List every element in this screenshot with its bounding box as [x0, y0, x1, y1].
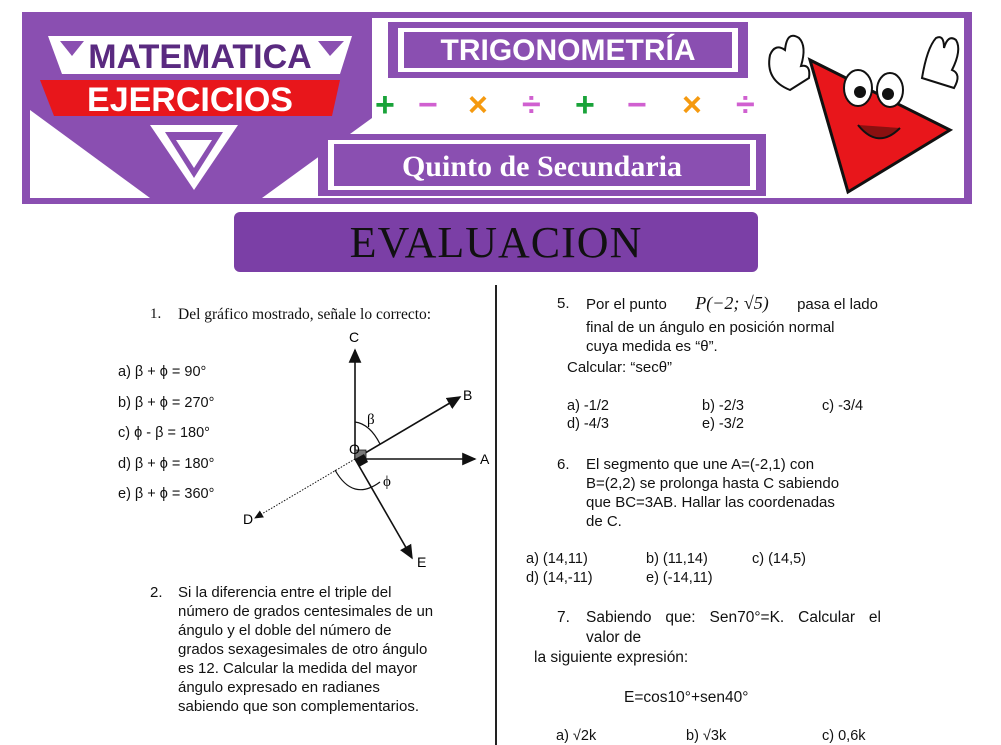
q6-option-e: e) (-14,11) — [646, 570, 713, 586]
q1-option-d: d) β + ϕ = 180° — [118, 456, 215, 472]
label-a: A — [480, 451, 490, 467]
divide-icon: ÷ — [736, 86, 755, 124]
q7-option-a: a) √2k — [556, 728, 597, 744]
title-bar — [234, 212, 758, 272]
subject-title: TRIGONOMETRÍA — [440, 34, 696, 67]
q6-option-b: b) (11,14) — [646, 551, 708, 567]
q6-text: El segmento que une A=(-2,1) con B=(2,2) se prolonga hasta C sabiendo que BC=3AB. Hallar las coordenadas de C. — [586, 456, 840, 530]
q5-line2: final de un ángulo en posición normal — [586, 319, 835, 336]
label-beta: β — [367, 412, 375, 428]
q7-line2: valor de — [586, 629, 642, 646]
label-d: D — [243, 511, 254, 527]
q7-option-b: b) √3k — [686, 728, 727, 744]
q1-option-b: b) β + ϕ = 270° — [118, 395, 215, 411]
plus-icon: + — [575, 86, 595, 124]
label-c: C — [349, 329, 360, 345]
q1-number: 1. — [150, 306, 162, 322]
q7-option-c: c) 0,6k — [822, 728, 866, 744]
q5-point: P(−2; √5) — [695, 293, 769, 313]
q5-option-b: b) -2/3 — [702, 398, 744, 414]
q7-expression: E=cos10°+sen40° — [624, 689, 749, 706]
ray-ob — [355, 397, 460, 459]
q1-text: Del gráfico mostrado, señale lo correcto: — [178, 306, 432, 323]
ray-od — [255, 459, 355, 518]
label-e: E — [417, 554, 427, 570]
q6-option-a: a) (14,11) — [526, 551, 588, 567]
q1-option-c: c) ϕ - β = 180° — [118, 425, 210, 441]
grade-title: Quinto de Secundaria — [401, 150, 683, 183]
q5-number: 5. — [557, 295, 570, 312]
minus-icon: − — [627, 86, 647, 124]
label-b: B — [463, 387, 473, 403]
column-divider — [495, 285, 497, 745]
q5-line3: cuya medida es “θ”. — [586, 338, 718, 355]
logo-line2: EJERCICIOS — [87, 81, 293, 119]
q1-angle-figure — [235, 322, 495, 574]
q6-option-c: c) (14,5) — [752, 551, 806, 567]
divide-icon: ÷ — [522, 86, 541, 124]
q2-text: Si la diferencia entre el triple del número de grados centesimales de un ángulo y el doble del número de grados sexagesimales de otro ángulo es 12. Calcular la medida del mayor ángulo expresado en radianes sabiendo que son complementarios. — [178, 584, 434, 715]
minus-icon: − — [418, 86, 438, 124]
label-phi: ϕ — [383, 474, 391, 490]
q5-option-d: d) -4/3 — [567, 416, 609, 432]
q5-calc: Calcular: “secθ” — [567, 359, 673, 376]
q7-number: 7. — [557, 609, 570, 626]
q5-option-c: c) -3/4 — [822, 398, 864, 414]
q2-number: 2. — [150, 584, 163, 601]
times-icon: × — [468, 86, 488, 124]
q5-option-e: e) -3/2 — [702, 416, 744, 432]
label-o: O — [349, 441, 360, 457]
logo-line1: MATEMATICA — [88, 38, 312, 76]
plus-icon: + — [375, 86, 395, 124]
page-title: EVALUACION — [349, 217, 643, 267]
times-icon: × — [682, 86, 702, 124]
q1-option-e: e) β + ϕ = 360° — [118, 486, 215, 502]
q6-number: 6. — [557, 456, 570, 473]
q7-line1: Sabiendo que: Sen70°=K. Calcular el — [586, 609, 881, 626]
q5-option-a: a) -1/2 — [567, 398, 609, 414]
phi-arc — [335, 470, 380, 490]
header-banner — [0, 0, 1001, 210]
q5-line1: Por el punto P(−2; √5) pasa el lado — [586, 293, 878, 313]
q6-option-d: d) (14,-11) — [526, 570, 593, 586]
q7-line3: la siguiente expresión: — [534, 649, 689, 666]
q1-option-a: a) β + ϕ = 90° — [118, 364, 207, 380]
